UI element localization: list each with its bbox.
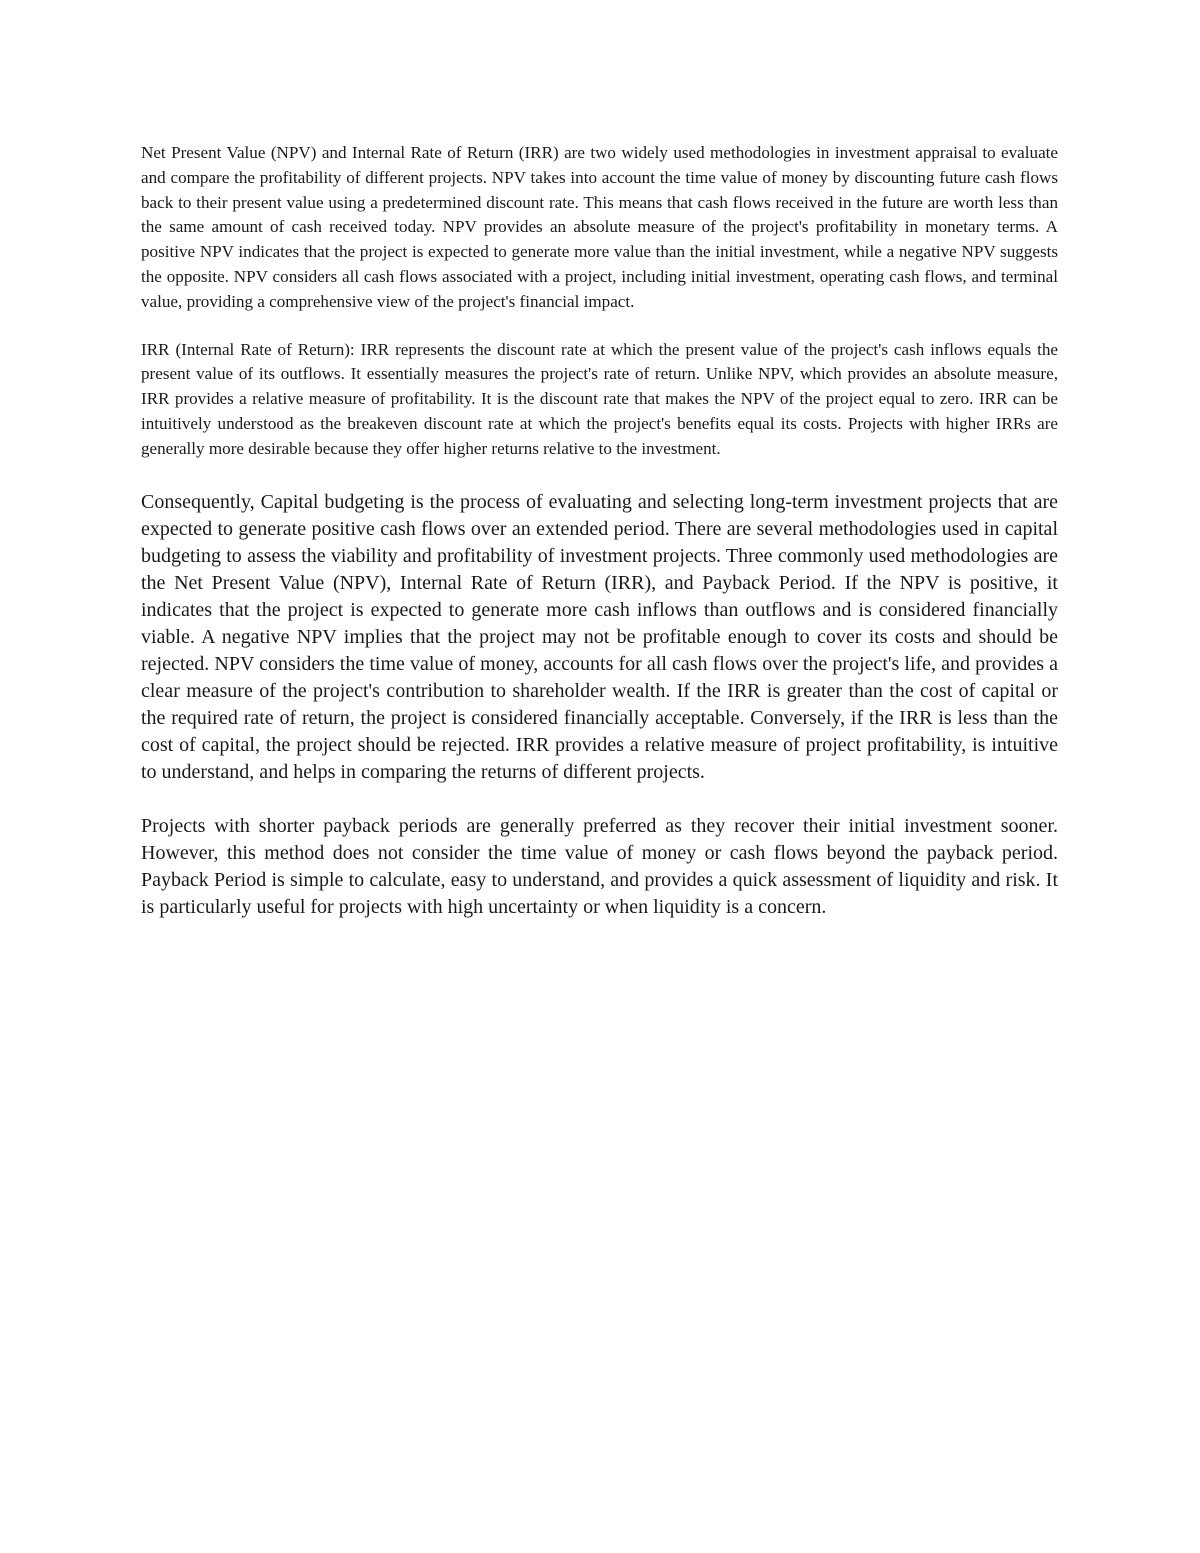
paragraph-payback-period: Projects with shorter payback periods are generally preferred as they recover their initial investment sooner. However, this method does not consider the time value of money or cash flows beyond the payback period. Payback Period is simple to calculate, easy to understand, and provides a quick assessment of liquidity and risk. It is particularly useful for projects with high uncertainty or when liquidity is a concern. — [141, 814, 1058, 918]
document-body — [141, 141, 1058, 921]
paragraph-capital-budgeting: Consequently, Capital budgeting is the process of evaluating and selecting long-term investment projects that are expected to generate positive cash flows over an extended period. There are several methodologies used in capital budgeting to assess the viability and profitability of investment projects. Three commonly used methodologies are the Net Present Value (NPV), Internal Rate of Return (IRR), and Payback Period. If the NPV is positive, it indicates that the project is expected to generate more cash inflows than outflows and is considered financially viable. A negative NPV implies that the project may not be profitable enough to cover its costs and should be rejected. NPV considers the time value of money, accounts for all cash flows over the project's life, and provides a clear measure of the project's contribution to shareholder wealth. If the IRR is greater than the cost of capital or the required rate of return, the project is considered financially acceptable. Conversely, if the IRR is less than the cost of capital, the project should be rejected. IRR provides a relative measure of project profitability, is intuitive to understand, and helps in comparing the returns of different projects. — [141, 490, 1058, 783]
paragraph-npv-irr-intro: Net Present Value (NPV) and Internal Rate of Return (IRR) are two widely used methodologies in investment appraisal to evaluate and compare the profitability of different projects. NPV takes into account the time value of money by discounting future cash flows back to their present value using a predetermined discount rate. This means that cash flows received in the future are worth less than the same amount of cash received today. NPV provides an absolute measure of the project's profitability in monetary terms. A positive NPV indicates that the project is expected to generate more value than the initial investment, while a negative NPV suggests the opposite. NPV considers all cash flows associated with a project, including initial investment, operating cash flows, and terminal value, providing a comprehensive view of the project's financial impact. — [141, 143, 1058, 311]
paragraph-irr-definition: IRR (Internal Rate of Return): IRR represents the discount rate at which the present value of the project's cash inflows equals the present value of its outflows. It essentially measures the project's rate of return. Unlike NPV, which provides an absolute measure, IRR provides a relative measure of profitability. It is the discount rate that makes the NPV of the project equal to zero. IRR can be intuitively understood as the breakeven discount rate at which the project's benefits equal its costs. Projects with higher IRRs are generally more desirable because they offer higher returns relative to the investment. — [141, 339, 1058, 458]
